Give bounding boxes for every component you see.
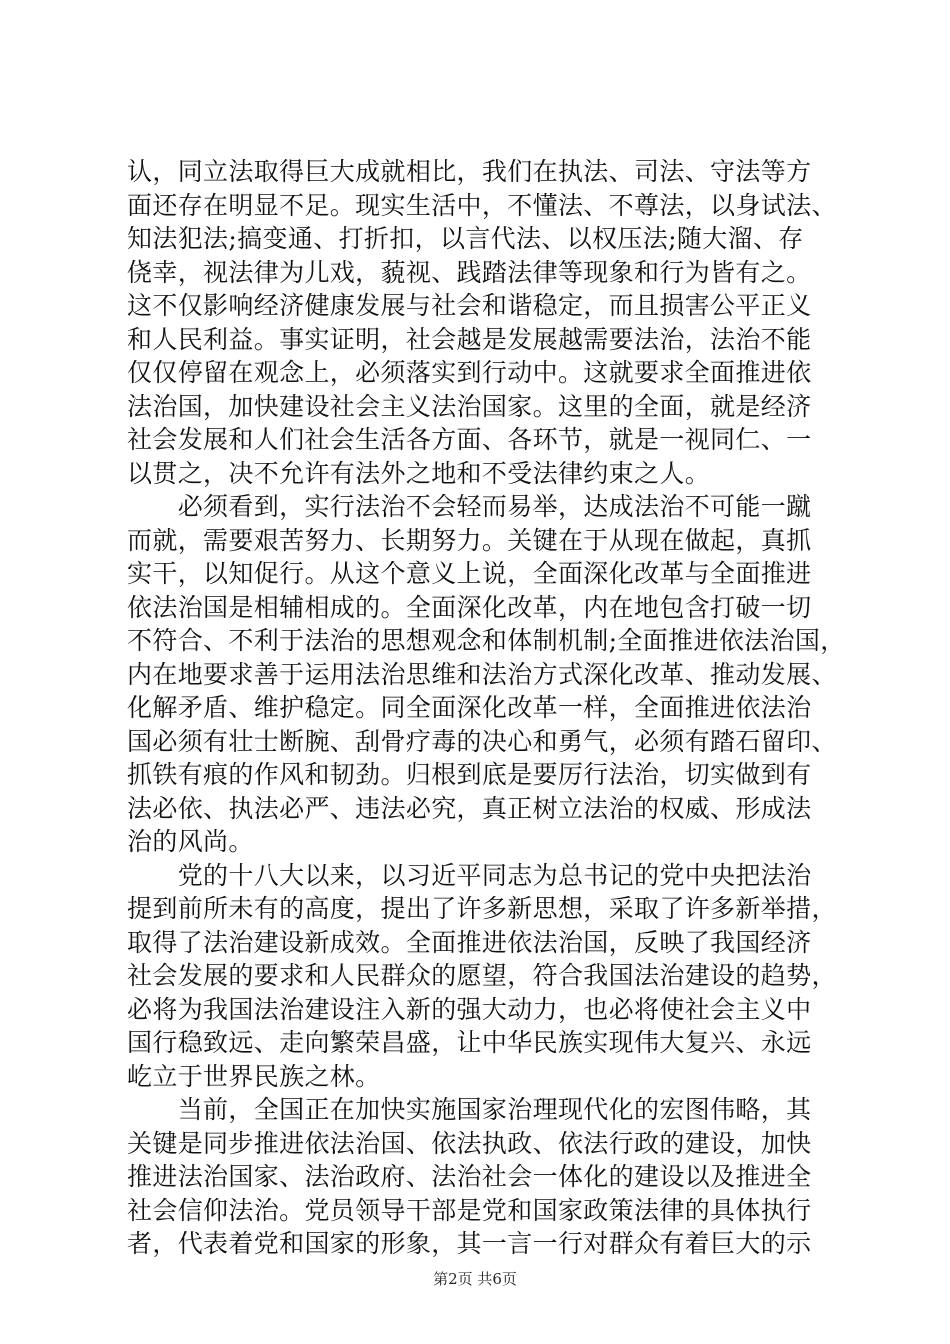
text-line: 必须看到，实行法治不会轻而易举，达成法治不可能一蹴 <box>127 492 812 521</box>
text-line: 这不仅影响经济健康发展与社会和谐稳定，而且损害公平正义 <box>127 291 812 320</box>
text-line: 内在地要求善于运用法治思维和法治方式深化改革、推动发展、 <box>127 659 837 689</box>
text-line: 依法治国是相辅相成的。全面深化改革，内在地包含打破一切 <box>127 592 812 622</box>
document-body <box>127 155 846 1261</box>
text-line: 社会信仰法治。党员领导干部是党和国家政策法律的具体执行 <box>127 1195 812 1225</box>
text-line: 取得了法治建设新成效。全面推进依法治国，反映了我国经济 <box>127 927 812 957</box>
text-line: 化解矛盾、维护稳定。同全面深化改革一样，全面推进依法治 <box>127 693 812 722</box>
text-line: 必将为我国法治建设注入新的强大动力，也必将使社会主义中 <box>127 994 812 1024</box>
page-indicator: 第2页 共6页 <box>433 1270 517 1288</box>
text-line: 仅仅停留在观念上，必须落实到行动中。这就要求全面推进依 <box>127 358 812 387</box>
text-line: 侥幸，视法律为儿戏，藐视、践踏法律等现象和行为皆有之。 <box>127 257 812 287</box>
text-line: 国行稳致远、走向繁荣昌盛，让中华民族实现伟大复兴、永远 <box>127 1028 812 1057</box>
text-line: 社会发展的要求和人民群众的愿望，符合我国法治建设的趋势， <box>127 961 837 990</box>
text-line: 推进法治国家、法治政府、法治社会一体化的建设以及推进全 <box>127 1162 812 1191</box>
text-line: 法治国，加快建设社会主义法治国家。这里的全面，就是经济 <box>127 391 812 421</box>
text-line: 党的十八大以来，以习近平同志为总书记的党中央把法治 <box>127 860 812 890</box>
text-line: 提到前所未有的高度，提出了许多新思想，采取了许多新举措， <box>127 894 837 923</box>
text-line: 而就，需要艰苦努力、长期努力。关键在于从现在做起，真抓 <box>127 525 812 555</box>
text-line: 者，代表着党和国家的形象，其一言一行对群众有着巨大的示 <box>127 1229 812 1258</box>
text-line: 治的风尚。 <box>127 827 254 856</box>
text-line: 法必依、执法必严、违法必究，真正树立法治的权威、形成法 <box>127 793 812 823</box>
text-line: 认，同立法取得巨大成就相比，我们在执法、司法、守法等方 <box>127 157 812 186</box>
text-line: 社会发展和人们社会生活各方面、各环节，就是一视同仁、一 <box>127 425 812 454</box>
text-line: 不符合、不利于法治的思想观念和体制机制;全面推进依法治国， <box>127 626 846 655</box>
text-line: 抓铁有痕的作风和韧劲。归根到底是要厉行法治，切实做到有 <box>127 760 812 789</box>
text-line: 面还存在明显不足。现实生活中，不懂法、不尊法，以身试法、 <box>127 190 837 220</box>
page-footer <box>0 1268 950 1289</box>
text-line: 关键是同步推进依法治国、依法执政、依法行政的建设，加快 <box>127 1128 812 1158</box>
text-line: 和人民利益。事实证明，社会越是发展越需要法治，法治不能 <box>127 324 812 354</box>
text-line: 屹立于世界民族之林。 <box>127 1061 381 1091</box>
text-line: 以贯之，决不允许有法外之地和不受法律约束之人。 <box>127 458 711 488</box>
text-line: 当前，全国正在加快实施国家治理现代化的宏图伟略，其 <box>127 1095 812 1124</box>
text-line: 实干，以知促行。从这个意义上说，全面深化改革与全面推进 <box>127 559 812 588</box>
text-line: 国必须有壮士断腕、刮骨疗毒的决心和勇气，必须有踏石留印、 <box>127 726 837 756</box>
text-line: 知法犯法;搞变通、打折扣，以言代法、以权压法;随大溜、存 <box>127 224 804 253</box>
